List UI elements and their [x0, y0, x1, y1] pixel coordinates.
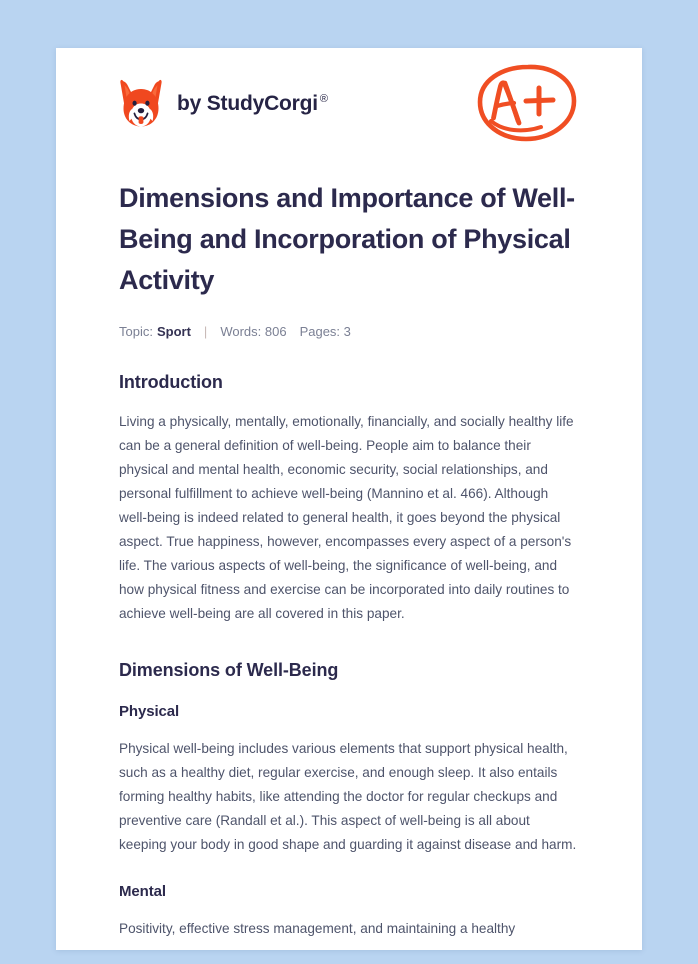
section-paragraph: Physical well-being includes various elements that support physical health, such as a healthy diet, regular exercise, and enough sleep. It also entails forming healthy habits, like attending the doctor for regular checkups and preventive care (Randall et al.). This aspect of well-being is all about keeping your body in good shape and guarding it against disease and harm. [119, 741, 577, 852]
subsection-heading-mental: Mental [119, 883, 166, 900]
registered-trademark-icon: ® [319, 92, 328, 105]
meta-word-count: Words: 806 [220, 324, 287, 339]
a-plus-grade-icon [475, 61, 579, 145]
document-page-sheet [56, 48, 642, 950]
section-heading-introduction: Introduction [119, 372, 223, 392]
page-title: Dimensions and Importance of Well-Being and Incorporation of Physical Activity [119, 183, 575, 295]
section-paragraph: Living a physically, mentally, emotionally, financially, and socially healthy life can be a general definition of well-being. People aim to balance their physical and mental health, economic security, social relationships, and personal fulfillment to achieve well-being (Mannino et al. 466). Although well-being is indeed related to general health, it goes beyond the physical aspect. True happiness, however, encompasses every aspect of a person's life. The various aspects of well-being, the significance of well-being, and how physical fitness and exercise can be incorporated into daily routines to achieve well-being are all covered in this paper. [119, 414, 574, 621]
meta-separator: | [203, 324, 208, 339]
section-heading-dimensions-of-well-being: Dimensions of Well-Being [119, 660, 339, 680]
corgi-face-icon [119, 79, 163, 127]
meta-page-count: Pages: 3 [299, 324, 351, 339]
meta-topic-value[interactable]: Sport [156, 324, 191, 339]
brand-name-text: by StudyCorgi [177, 91, 318, 115]
document-header [119, 48, 579, 152]
document-meta [119, 325, 579, 338]
section-paragraph: Positivity, effective stress management, and maintaining a healthy [119, 921, 516, 936]
brand-wordmark [177, 93, 328, 114]
studycorgi-brand[interactable] [119, 79, 328, 127]
meta-topic-label: Topic: [119, 324, 153, 339]
subsection-heading-physical: Physical [119, 703, 180, 720]
